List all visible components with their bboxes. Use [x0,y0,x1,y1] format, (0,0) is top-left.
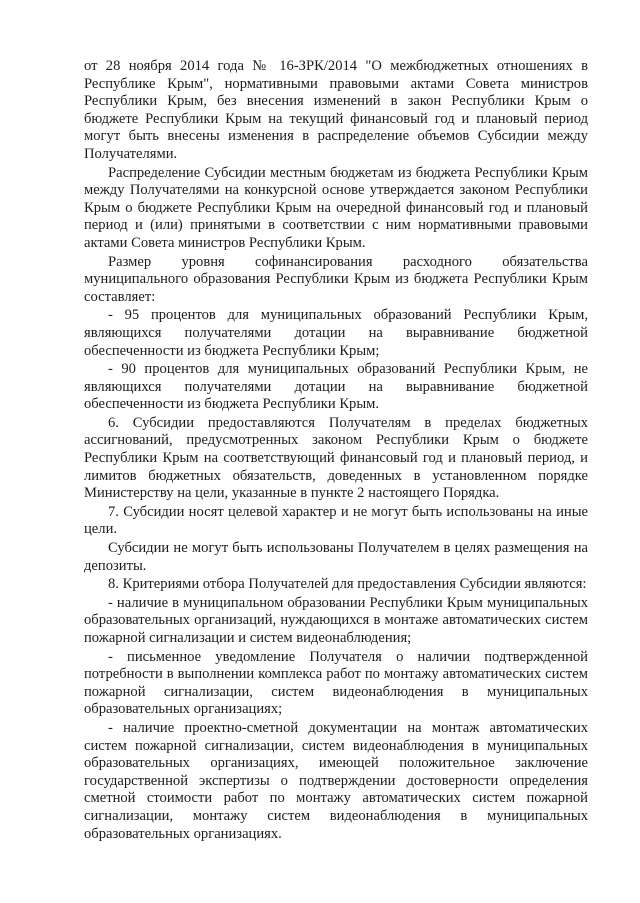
paragraph-cofinancing-level: Размер уровня софинансирования расходного обязательства муниципального образования Республики Крым из бюджета Республики Крым составляет: [84,253,588,305]
paragraph-deposit-restriction: Субсидии не могут быть использованы Получателем в целях размещения на депозиты. [84,540,588,574]
paragraph-continuation: от 28 ноября 2014 года № 16-ЗРК/2014 "О межбюджетных отношениях в Республике Крым", нормативными правовыми актами Совета министров Республики Крым, без внесения изменений в закон Республики Крым о бюджете Республики Крым на текущий финансовый год и плановый период могут быть внесены изменения в распределение объемов Субсидии между Получателями. [84,58,588,162]
list-item-criterion-3: - наличие проектно-сметной документации на монтаж автоматических систем пожарной сигнализации, систем видеонаблюдения в муниципальных образовательных организациях, имеющей положительное заключение государственной экспертизы о подтверждении достоверности определения сметной стоимости работ по монтажу автоматических систем пожарной сигнализации, монтажу систем видеонаблюдения в муниципальных образовательных организациях. [84,719,588,842]
paragraph-item-8: 8. Критериями отбора Получателей для предоставления Субсидии являются: [108,576,587,593]
paragraph-item-7: 7. Субсидии носят целевой характер и не могут быть использованы на иные цели. [84,503,588,538]
paragraph-item-6: 6. Субсидии предоставляются Получателям в пределах бюджетных ассигнований, предусмотренных законом Республики Крым о бюджете Республики Крым на соответствующий финансовый год и плановый период, и лимитов бюджетных обязательств, доведенных в установленном порядке Министерству на цели, указанные в пункте 2 настоящего Порядка. [84,414,588,502]
list-item-95-percent: - 95 процентов для муниципальных образований Республики Крым, являющихся получателями дотации на выравнивание бюджетной обеспеченности из бюджета Республики Крым; [84,307,588,359]
paragraph-subsidy-distribution: Распределение Субсидии местным бюджетам из бюджета Республики Крым между Получателями на конкурсной основе утверждается законом Республики Крым о бюджете Республики Крым на очередной финансовый год и плановый период и (или) принятыми в соответствии с ним нормативными правовыми актами Совета министров Республики Крым. [84,164,588,251]
list-item-criterion-1: - наличие в муниципальном образовании Республики Крым муниципальных образовательных организаций, нуждающихся в монтаже автоматических систем пожарной сигнализации и систем видеонаблюдения; [84,594,588,646]
list-item-90-percent: - 90 процентов для муниципальных образований Республики Крым, не являющихся получателями дотации на выравнивание бюджетной обеспеченности из бюджета Республики Крым. [84,361,588,413]
list-item-criterion-2: - письменное уведомление Получателя о наличии подтвержденной потребности в выполнении комплекса работ по монтажу автоматических систем пожарной сигнализации, систем видеонаблюдения в муниципальных образовательных организациях; [84,648,588,718]
